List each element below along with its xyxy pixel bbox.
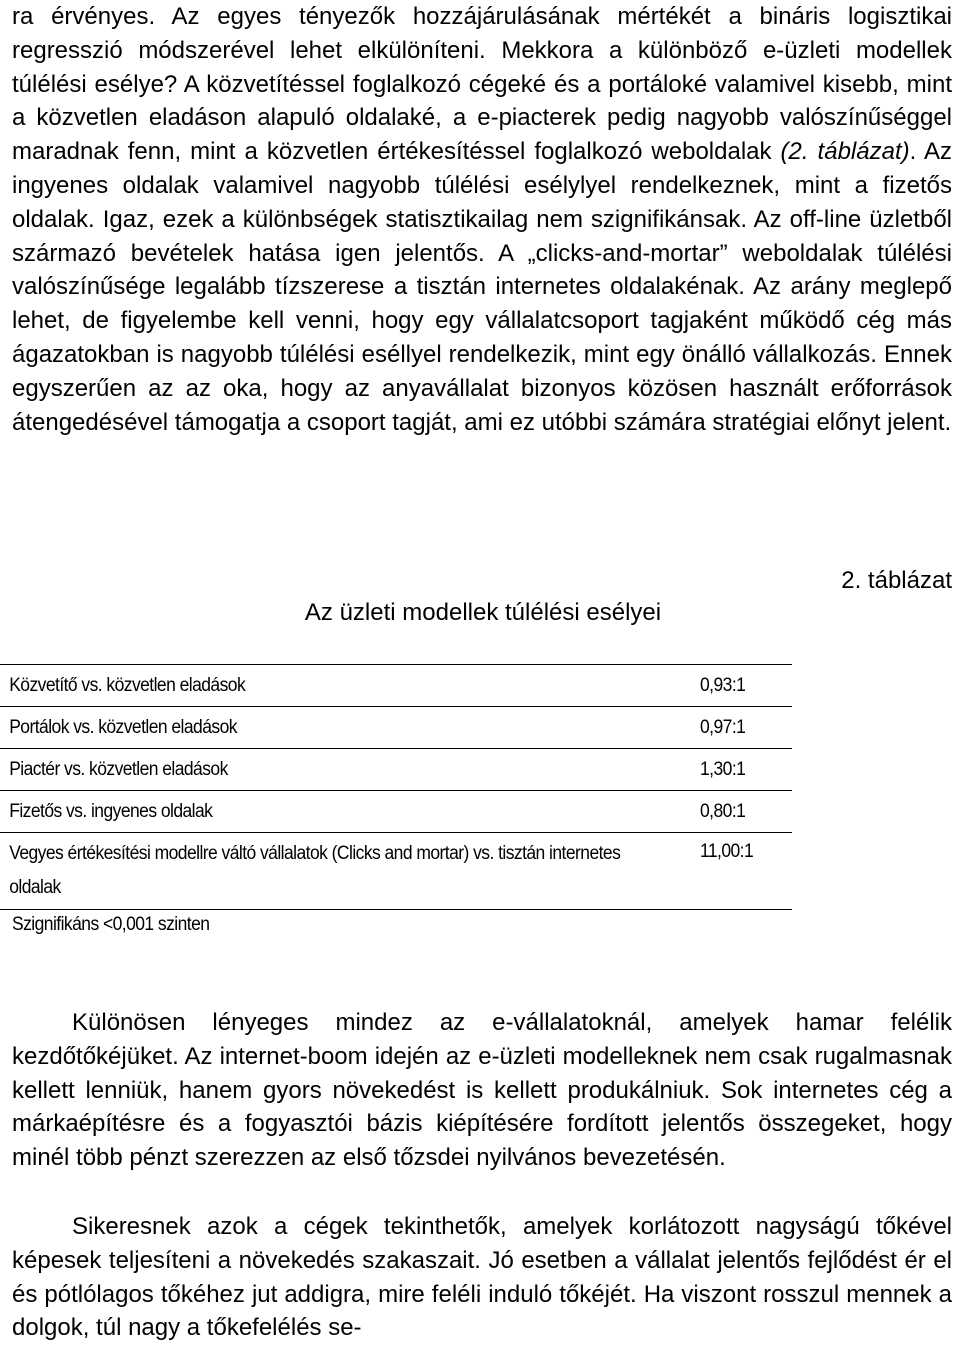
table-row bbox=[0, 749, 792, 791]
body-paragraph-3 bbox=[12, 1210, 952, 1345]
table-cell-label: Közvetítő vs. közvetlen eladások bbox=[9, 675, 246, 696]
table-cell-label: Vegyes értékesítési modellre váltó vállalatok (Clicks and mortar) vs. tisztán internetes oldalak bbox=[9, 843, 621, 898]
paragraph-3-text: Sikeresnek azok a cégek tekinthetők, amelyek korlátozott nagyságú tőkével képesek teljesíteni a növekedés szakaszait. Jó esetben a vállalat jelentős fejlődést ér el és pótlólagos tőkéhez jut addigra, mire feléli induló tőkéjét. Ha viszont rosszul mennek a dolgok, túl nagy a tőkefelélés se- bbox=[12, 1213, 952, 1342]
table-reference: (2. táblázat) bbox=[780, 138, 910, 166]
table-row bbox=[0, 664, 792, 707]
table-cell-value: 11,00:1 bbox=[700, 841, 754, 862]
table-number-label: 2. táblázat bbox=[841, 567, 952, 594]
table-cell-value: 0,93:1 bbox=[700, 675, 746, 696]
table-cell-label: Fizetős vs. ingyenes oldalak bbox=[9, 801, 213, 822]
body-paragraph-2 bbox=[12, 1006, 952, 1175]
table-title bbox=[0, 596, 960, 630]
paragraph-1-text-b: . Az ingyenes oldalak valamivel nagyobb túlélési esélylyel rendelkeznek, mint a fizetős oldalak. Igaz, ezek a különbségek statisztikailag nem szignifikánsak. Az off-line üzletből származó bevételek hatása igen jelentős. A „clicks-and-mortar” weboldalak túlélési valószínűsége legalább tízszerese a tisztán internetes oldalakénak. Az arány meglepő lehet, de figyelembe kell venni, hogy egy vállalatcsoport tagjaként működő cég más ágazatokban is nagyobb túlélési eséllyel rendelkezik, mint egy önálló vállalkozás. Ennek egyszerűen az az oka, hogy az anyavállalat bizonyos közösen használt erőforrások átengedésével támogatja a csoport tagját, ami ez utóbbi számára stratégiai előnyt jelent. bbox=[12, 138, 952, 436]
body-paragraph-1 bbox=[12, 0, 952, 439]
table-footnote: Szignifikáns <0,001 szinten bbox=[12, 914, 210, 935]
paragraph-1-text-a: ra érvényes. Az egyes tényezők hozzájárulásának mértékét a bináris logisztikai regresszió módszerével lehet elkülöníteni. Mekkora a különböző e-üzleti modellek túlélési esélye? A közvetítéssel foglalkozó cégeké és a portáloké valamivel kisebb, mint a közvetlen eladáson alapuló oldalaké, a e-piacterek pedig nagyobb valószínűséggel maradnak fenn, mint a közvetlen értékesítéssel foglalkozó weboldalak bbox=[12, 3, 952, 166]
paragraph-2-text: Különösen lényeges mindez az e-vállalatoknál, amelyek hamar felélik kezdőtőkéjüket. Az internet-boom idején az e-üzleti modelleknek nem csak rugalmasnak kellett lenniük, hanem gyors növekedést is kellett produkálniuk. Sok internetes cég a márkaépítésre és a fogyasztói bázis kiépítésére fordított jelentős összegeket, hogy minél több pénzt szerezzen az első tőzsdei nyilvános bevezetésén. bbox=[12, 1009, 952, 1172]
table-cell-label: Portálok vs. közvetlen eladások bbox=[9, 717, 237, 738]
table-row bbox=[0, 791, 792, 833]
table-row bbox=[0, 707, 792, 749]
table-row bbox=[0, 833, 792, 910]
survival-odds-table bbox=[0, 664, 792, 910]
table-title-text: Az üzleti modellek túlélési esélyei bbox=[304, 599, 662, 626]
table-cell-value: 0,80:1 bbox=[700, 801, 746, 822]
table-cell-label: Piactér vs. közvetlen eladások bbox=[9, 759, 228, 780]
table-cell-value: 1,30:1 bbox=[700, 759, 746, 780]
table-cell-value: 0,97:1 bbox=[700, 717, 746, 738]
